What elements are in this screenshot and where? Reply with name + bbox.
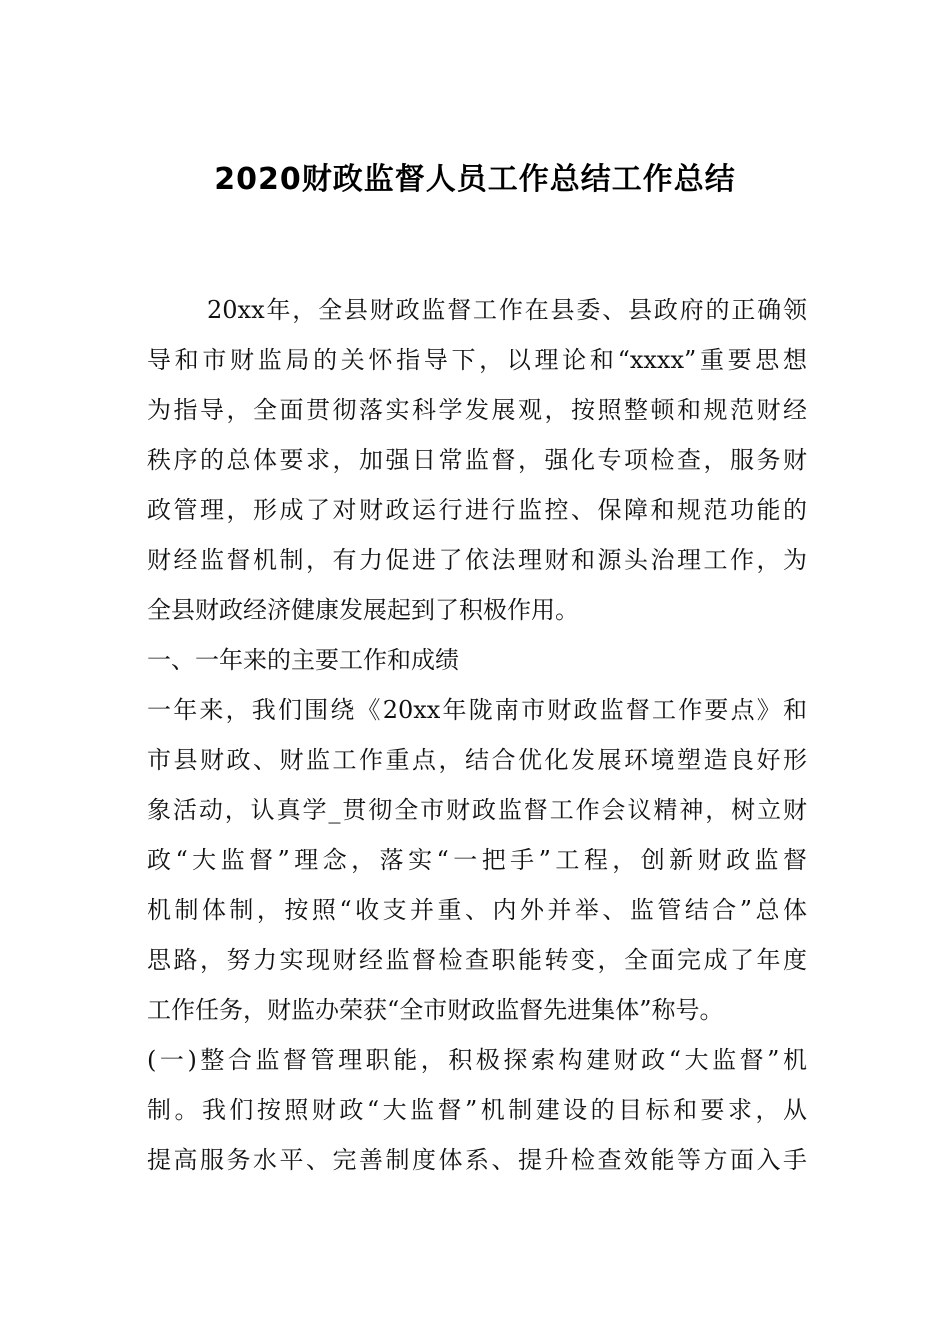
paragraph-line: 财经监督机制，有力促进了依法理财和源头治理工作，为 <box>147 546 807 574</box>
paragraph-line: 政“大监督”理念，落实“一把手”工程，创新财政监督 <box>147 846 807 874</box>
paragraph-line: 思路，努力实现财经监督检查职能转变，全面完成了年度 <box>147 946 807 974</box>
paragraph-line: 20xx年，全县财政监督工作在县委、县政府的正确领 <box>207 296 807 324</box>
paragraph-line: 政管理，形成了对财政运行进行监控、保障和规范功能的 <box>147 496 807 524</box>
paragraph-line: (一)整合监督管理职能，积极探索构建财政“大监督”机 <box>147 1046 807 1074</box>
document-title: 2020财政监督人员工作总结工作总结 <box>214 162 736 197</box>
paragraph-line: 导和市财监局的关怀指导下，以理论和“xxxx”重要思想 <box>147 346 807 374</box>
paragraph-line: 工作任务，财监办荣获“全市财政监督先进集体”称号。 <box>147 996 724 1024</box>
document-body <box>147 285 807 1185</box>
paragraph-line: 全县财政经济健康发展起到了积极作用。 <box>147 596 579 624</box>
paragraph-line: 象活动，认真学_贯彻全市财政监督工作会议精神，树立财 <box>147 796 807 824</box>
paragraph-line: 一年来，我们围绕《20xx年陇南市财政监督工作要点》和 <box>147 696 807 724</box>
paragraph-line: 提高服务水平、完善制度体系、提升检查效能等方面入手 <box>147 1146 807 1174</box>
paragraph-line: 为指导，全面贯彻落实科学发展观，按照整顿和规范财经 <box>147 396 807 424</box>
paragraph-line: 机制体制，按照“收支并重、内外并举、监管结合”总体 <box>147 896 807 924</box>
section-heading: 一、一年来的主要工作和成绩 <box>147 646 459 674</box>
paragraph-line: 市县财政、财监工作重点，结合优化发展环境塑造良好形 <box>147 746 807 774</box>
paragraph-line: 制。我们按照财政“大监督”机制建设的目标和要求，从 <box>147 1096 807 1124</box>
paragraph-line: 秩序的总体要求，加强日常监督，强化专项检查，服务财 <box>147 446 807 474</box>
